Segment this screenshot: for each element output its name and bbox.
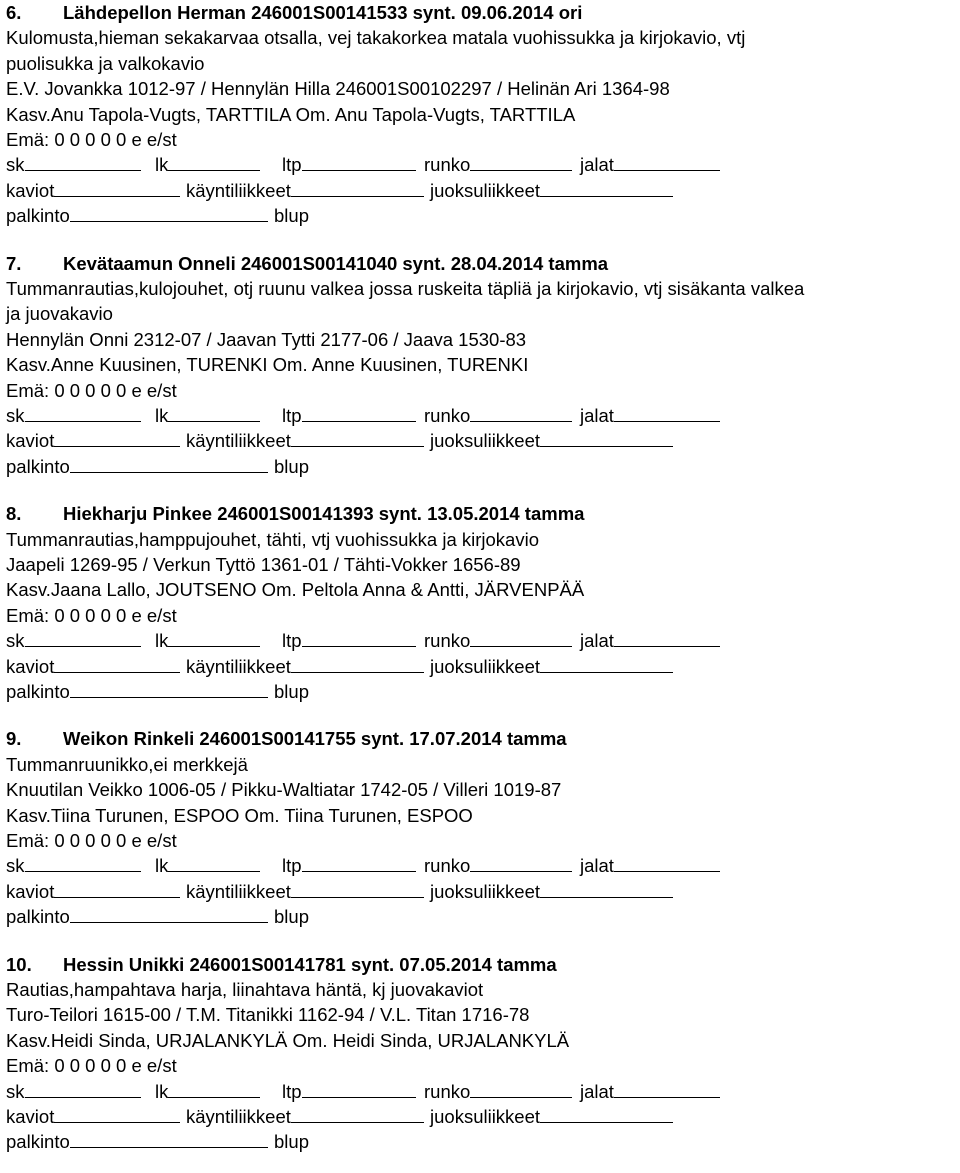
score-label: runko (424, 154, 471, 176)
score-blank[interactable] (168, 153, 260, 171)
score-label: ltp (282, 1080, 302, 1102)
score-label: jalat (580, 1080, 614, 1102)
score-label: runko (424, 855, 471, 877)
score-label: kaviot (6, 1106, 55, 1128)
score-label: runko (424, 630, 471, 652)
score-field-sk (6, 152, 141, 177)
score-field-jalat (580, 1079, 720, 1104)
score-field-kayntiliikkeet (186, 879, 424, 904)
score-label: ltp (282, 405, 302, 427)
entry-text-line: Knuutilan Veikko 1006-05 / Pikku-Waltiatar 1742-05 / Villeri 1019-87 (6, 779, 562, 801)
entry-text-line: E.V. Jovankka 1012-97 / Hennylän Hilla 246001S00102297 / Helinän Ari 1364-98 (6, 78, 670, 100)
score-label: käyntiliikkeet (186, 655, 291, 677)
score-field-lk (155, 1079, 260, 1104)
score-row (6, 628, 956, 653)
score-label: palkinto (6, 681, 70, 703)
score-label: juoksuliikkeet (430, 655, 541, 677)
score-label: kaviot (6, 179, 55, 201)
score-field-ltp (282, 1079, 416, 1104)
entry-title: Hessin Unikki 246001S00141781 synt. 07.05.2014 tamma (63, 953, 557, 975)
score-field-blup (274, 679, 309, 704)
score-blank[interactable] (302, 854, 416, 872)
entry-number: 6. (6, 2, 22, 23)
entry-text-line: Kasv.Jaana Lallo, JOUTSENO Om. Peltola Anna & Antti, JÄRVENPÄÄ (6, 579, 585, 601)
entry-text-line: Kasv.Tiina Turunen, ESPOO Om. Tiina Turunen, ESPOO (6, 804, 473, 826)
score-row (6, 403, 956, 428)
score-blank[interactable] (470, 629, 572, 647)
score-blank[interactable] (70, 204, 268, 222)
score-blank[interactable] (291, 179, 424, 197)
score-blank[interactable] (25, 854, 141, 872)
score-blank[interactable] (470, 404, 572, 422)
score-label: juoksuliikkeet (430, 1106, 541, 1128)
score-label: sk (6, 630, 25, 652)
entry-text-line: Kasv.Anu Tapola-Vugts, TARTTILA Om. Anu Tapola-Vugts, TARTTILA (6, 103, 576, 125)
entry-heading (6, 251, 956, 276)
score-blank[interactable] (54, 655, 180, 673)
score-blank[interactable] (540, 880, 673, 898)
score-label: lk (155, 154, 169, 176)
score-label: palkinto (6, 906, 70, 928)
score-label: blup (274, 455, 309, 477)
score-blank[interactable] (614, 854, 720, 872)
score-blank[interactable] (614, 629, 720, 647)
score-blank[interactable] (614, 1080, 720, 1098)
entry-text-line: Jaapeli 1269-95 / Verkun Tyttö 1361-01 / Tähti-Vokker 1656-89 (6, 554, 521, 576)
score-label: käyntiliikkeet (186, 430, 291, 452)
score-blank[interactable] (168, 629, 260, 647)
score-label: lk (155, 1080, 169, 1102)
score-blank[interactable] (54, 429, 180, 447)
score-label: runko (424, 1080, 471, 1102)
score-blank[interactable] (470, 854, 572, 872)
entry-title: Weikon Rinkeli 246001S00141755 synt. 17.07.2014 tamma (63, 728, 567, 750)
entry-text-line: Hennylän Onni 2312-07 / Jaavan Tytti 2177-06 / Jaava 1530-83 (6, 328, 527, 350)
score-field-juoksuliikkeet (430, 178, 673, 203)
entry-text-line: Tummanrautias,kulojouhet, otj ruunu valkea jossa ruskeita täpliä ja kirjokavio, vtj sisäkanta valkea (6, 278, 805, 300)
score-label: jalat (580, 855, 614, 877)
score-blank[interactable] (168, 1080, 260, 1098)
horse-entry (6, 251, 956, 480)
score-field-ltp (282, 152, 416, 177)
score-blank[interactable] (70, 680, 268, 698)
score-blank[interactable] (25, 153, 141, 171)
score-field-palkinto (6, 454, 268, 479)
score-blank[interactable] (302, 629, 416, 647)
entry-text-line: Kulomusta,hieman sekakarvaa otsalla, vej takakorkea matala vuohissukka ja kirjokavio, vtj (6, 27, 746, 49)
dam-score-line: Emä: 0 0 0 0 0 e e/st (6, 830, 177, 852)
score-label: palkinto (6, 1131, 70, 1153)
score-field-sk (6, 628, 141, 653)
score-blank[interactable] (540, 1105, 673, 1123)
score-label: ltp (282, 630, 302, 652)
score-field-kaviot (6, 1104, 180, 1129)
entry-text-line: Kasv.Heidi Sinda, URJALANKYLÄ Om. Heidi Sinda, URJALANKYLÄ (6, 1029, 570, 1051)
entry-text-line: ja juovakavio (6, 303, 113, 325)
score-field-palkinto (6, 1129, 268, 1154)
score-blank[interactable] (291, 1105, 424, 1123)
score-field-lk (155, 628, 260, 653)
score-row (6, 853, 956, 878)
score-field-runko (424, 628, 572, 653)
score-field-palkinto (6, 679, 268, 704)
score-label: ltp (282, 855, 302, 877)
score-blank[interactable] (470, 1080, 572, 1098)
horse-entry (6, 0, 956, 229)
document-page (6, 0, 956, 1155)
score-field-kayntiliikkeet (186, 1104, 424, 1129)
score-field-juoksuliikkeet (430, 1104, 673, 1129)
score-field-ltp (282, 853, 416, 878)
score-field-blup (274, 454, 309, 479)
score-field-palkinto (6, 203, 268, 228)
score-label: ltp (282, 154, 302, 176)
score-field-jalat (580, 152, 720, 177)
entry-heading (6, 501, 956, 526)
entry-title: Kevätaamun Onneli 246001S00141040 synt. 28.04.2014 tamma (63, 252, 609, 274)
score-blank[interactable] (540, 429, 673, 447)
score-field-palkinto (6, 904, 268, 929)
score-field-juoksuliikkeet (430, 428, 673, 453)
score-label: kaviot (6, 655, 55, 677)
score-field-jalat (580, 853, 720, 878)
score-field-lk (155, 853, 260, 878)
score-field-runko (424, 853, 572, 878)
score-label: kaviot (6, 880, 55, 902)
score-label: sk (6, 1080, 25, 1102)
dam-score-line: Emä: 0 0 0 0 0 e e/st (6, 604, 177, 626)
entry-number: 10. (6, 953, 32, 975)
score-blank[interactable] (291, 880, 424, 898)
score-row (6, 879, 956, 904)
score-label: käyntiliikkeet (186, 179, 291, 201)
score-label: lk (155, 855, 169, 877)
entry-title: Lähdepellon Herman 246001S00141533 synt. 09.06.2014 ori (63, 2, 583, 23)
score-field-blup (274, 1129, 309, 1154)
score-field-kayntiliikkeet (186, 428, 424, 453)
score-label: jalat (580, 630, 614, 652)
score-label: blup (274, 205, 309, 227)
score-field-runko (424, 403, 572, 428)
score-field-sk (6, 1079, 141, 1104)
score-row (6, 203, 956, 228)
score-blank[interactable] (302, 404, 416, 422)
score-blank[interactable] (614, 404, 720, 422)
score-blank[interactable] (540, 655, 673, 673)
score-field-juoksuliikkeet (430, 654, 673, 679)
score-label: palkinto (6, 205, 70, 227)
score-blank[interactable] (302, 1080, 416, 1098)
score-row (6, 1079, 956, 1104)
score-label: kaviot (6, 430, 55, 452)
score-label: juoksuliikkeet (430, 179, 541, 201)
horse-entry (6, 726, 956, 929)
score-row (6, 428, 956, 453)
score-label: blup (274, 906, 309, 928)
entry-text-line: Tummanrautias,hamppujouhet, tähti, vtj vuohissukka ja kirjokavio (6, 528, 539, 550)
horse-entry (6, 952, 956, 1155)
score-row (6, 654, 956, 679)
score-label: käyntiliikkeet (186, 880, 291, 902)
dam-score-line: Emä: 0 0 0 0 0 e e/st (6, 379, 177, 401)
score-blank[interactable] (470, 153, 572, 171)
dam-score-line: Emä: 0 0 0 0 0 e e/st (6, 1055, 177, 1077)
score-label: sk (6, 855, 25, 877)
score-field-blup (274, 203, 309, 228)
entry-title: Hiekharju Pinkee 246001S00141393 synt. 13.05.2014 tamma (63, 503, 585, 525)
score-label: käyntiliikkeet (186, 1106, 291, 1128)
score-field-ltp (282, 628, 416, 653)
score-field-kaviot (6, 428, 180, 453)
score-blank[interactable] (168, 854, 260, 872)
score-blank[interactable] (70, 455, 268, 473)
entry-heading (6, 726, 956, 751)
score-field-kayntiliikkeet (186, 654, 424, 679)
score-field-juoksuliikkeet (430, 879, 673, 904)
score-blank[interactable] (25, 404, 141, 422)
entry-heading (6, 0, 956, 25)
score-blank[interactable] (70, 1130, 268, 1148)
score-row (6, 1129, 956, 1154)
score-label: sk (6, 154, 25, 176)
score-blank[interactable] (291, 429, 424, 447)
score-label: jalat (580, 405, 614, 427)
entry-number: 9. (6, 728, 22, 750)
score-field-ltp (282, 403, 416, 428)
score-blank[interactable] (614, 153, 720, 171)
score-field-runko (424, 1079, 572, 1104)
score-field-blup (274, 904, 309, 929)
score-label: juoksuliikkeet (430, 880, 541, 902)
score-blank[interactable] (25, 629, 141, 647)
score-label: juoksuliikkeet (430, 430, 541, 452)
score-blank[interactable] (54, 880, 180, 898)
entry-text-line: Turo-Teilori 1615-00 / T.M. Titanikki 1162-94 / V.L. Titan 1716-78 (6, 1004, 530, 1026)
score-blank[interactable] (540, 179, 673, 197)
score-blank[interactable] (70, 905, 268, 923)
score-label: blup (274, 1131, 309, 1153)
score-field-lk (155, 403, 260, 428)
score-label: blup (274, 681, 309, 703)
score-blank[interactable] (291, 655, 424, 673)
score-label: palkinto (6, 455, 70, 477)
entry-number: 8. (6, 503, 22, 525)
score-row (6, 904, 956, 929)
score-row (6, 679, 956, 704)
score-field-kaviot (6, 178, 180, 203)
score-row (6, 152, 956, 177)
score-row (6, 1104, 956, 1129)
score-blank[interactable] (54, 1105, 180, 1123)
entry-text-line: Tummanruunikko,ei merkkejä (6, 753, 248, 775)
score-field-jalat (580, 403, 720, 428)
score-blank[interactable] (25, 1080, 141, 1098)
score-field-kayntiliikkeet (186, 178, 424, 203)
score-field-runko (424, 152, 572, 177)
entry-heading (6, 952, 956, 977)
score-label: jalat (580, 154, 614, 176)
score-field-kaviot (6, 654, 180, 679)
entry-text-line: Rautias,hampahtava harja, liinahtava häntä, kj juovakaviot (6, 979, 484, 1001)
dam-score-line: Emä: 0 0 0 0 0 e e/st (6, 129, 177, 151)
score-blank[interactable] (54, 179, 180, 197)
score-row (6, 454, 956, 479)
horse-entry (6, 501, 956, 704)
score-row (6, 178, 956, 203)
entry-number: 7. (6, 252, 22, 274)
score-field-lk (155, 152, 260, 177)
score-field-sk (6, 403, 141, 428)
score-label: sk (6, 405, 25, 427)
score-field-jalat (580, 628, 720, 653)
score-field-kaviot (6, 879, 180, 904)
entry-text-line: puolisukka ja valkokavio (6, 52, 205, 74)
score-blank[interactable] (168, 404, 260, 422)
score-label: runko (424, 405, 471, 427)
score-label: lk (155, 405, 169, 427)
entry-text-line: Kasv.Anne Kuusinen, TURENKI Om. Anne Kuusinen, TURENKI (6, 354, 529, 376)
score-field-sk (6, 853, 141, 878)
score-label: lk (155, 630, 169, 652)
score-blank[interactable] (302, 153, 416, 171)
